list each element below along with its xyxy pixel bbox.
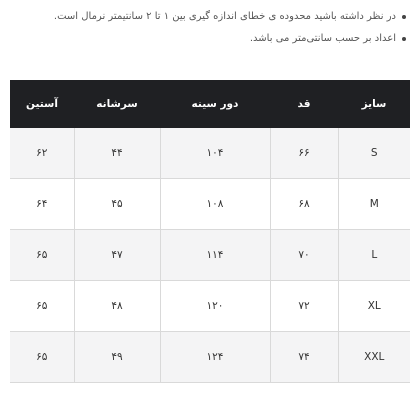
note-item [14, 32, 406, 46]
cell-sleeve: ۶۴ [10, 179, 74, 230]
cell-sleeve: ۶۲ [10, 128, 74, 179]
cell-height: ۶۸ [270, 179, 338, 230]
cell-shoulder: ۴۹ [74, 332, 160, 383]
cell-chest: ۱۲۴ [160, 332, 270, 383]
header-chest: دور سینه [160, 80, 270, 128]
header-size: سایز [338, 80, 410, 128]
table-row [10, 179, 410, 230]
bullet-icon [402, 15, 406, 19]
cell-size: XXL [338, 332, 410, 383]
cell-height: ۶۶ [270, 128, 338, 179]
cell-size: M [338, 179, 410, 230]
cell-sleeve: ۶۵ [10, 230, 74, 281]
cell-size: S [338, 128, 410, 179]
table-row [10, 281, 410, 332]
header-height: قد [270, 80, 338, 128]
cell-shoulder: ۴۸ [74, 281, 160, 332]
cell-size: XL [338, 281, 410, 332]
note-item [14, 10, 406, 24]
cell-shoulder: ۴۷ [74, 230, 160, 281]
header-sleeve: آستین [10, 80, 74, 128]
cell-chest: ۱۲۰ [160, 281, 270, 332]
note-text: اعداد بر حسب سانتی‌متر می باشد. [249, 33, 396, 44]
cell-shoulder: ۴۵ [74, 179, 160, 230]
table-row [10, 230, 410, 281]
cell-height: ۷۴ [270, 332, 338, 383]
cell-shoulder: ۴۴ [74, 128, 160, 179]
cell-height: ۷۰ [270, 230, 338, 281]
bullet-icon [402, 37, 406, 41]
table-header-row [10, 80, 410, 128]
table-row [10, 128, 410, 179]
table-body [10, 128, 410, 383]
cell-height: ۷۲ [270, 281, 338, 332]
cell-chest: ۱۰۸ [160, 179, 270, 230]
table-row [10, 332, 410, 383]
cell-chest: ۱۰۴ [160, 128, 270, 179]
notes-list [14, 10, 406, 54]
cell-sleeve: ۶۵ [10, 332, 74, 383]
table-header [10, 80, 410, 128]
note-text: در نظر داشته باشید محدوده ی خطای اندازه گیری بین ۱ تا ۲ سانتیمتر نرمال است. [53, 11, 396, 22]
cell-sleeve: ۶۵ [10, 281, 74, 332]
header-shoulder: سرشانه [74, 80, 160, 128]
cell-chest: ۱۱۴ [160, 230, 270, 281]
size-table [10, 80, 410, 383]
cell-size: L [338, 230, 410, 281]
